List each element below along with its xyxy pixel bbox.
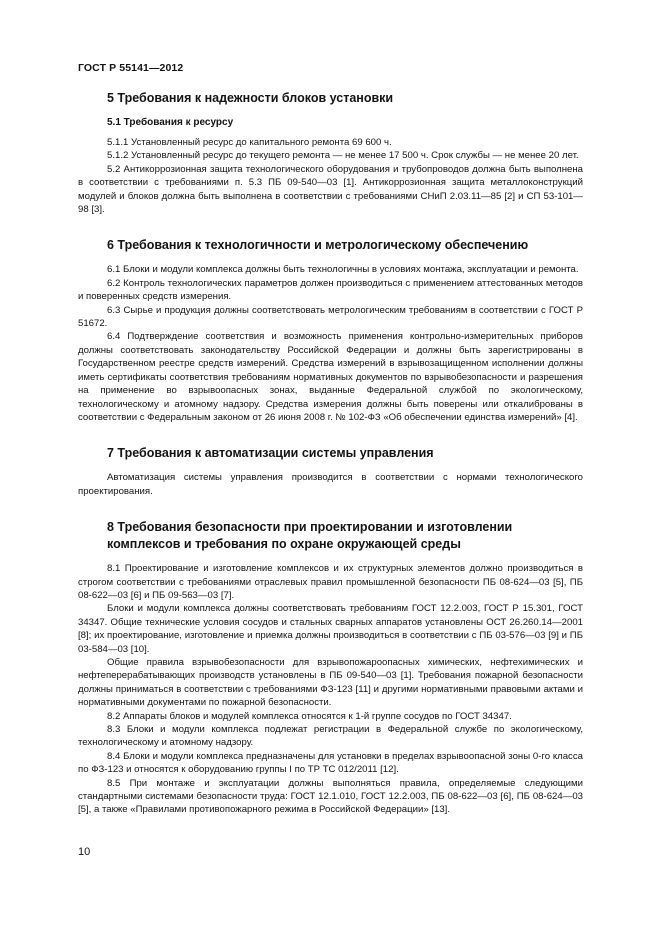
paragraph-7-1: Автоматизация системы управления производится в соответствии с нормами технологического проектирования. [78,472,583,497]
paragraph-6-1: 6.1 Блоки и модули комплекса должны быть технологичны в условиях монтажа, эксплуатации и ремонта. [107,264,579,276]
paragraph-8-2: 8.2 Аппараты блоков и модулей комплекса относятся к 1-й группе сосудов по ГОСТ 34347. [107,710,512,722]
document-id: ГОСТ Р 55141—2012 [78,62,184,74]
section-8-heading-line-1: 8 Требования безопасности при проектировании и изготовлении [107,520,513,535]
paragraph-5-2: 5.2 Антикоррозионная защита технологического оборудования и трубопроводов должна быть выполнена в соответствии с требованиями п. 5.3 ПБ 09-540—03 [1]. Антикоррозионная защита металлоконструкций модулей и блоков должна быть выполнена в соответствии с требованиями СНиП 2.03.11—85 [2] и СП 53-101—98 [3]. [78,163,583,216]
page-number: 10 [78,846,91,858]
paragraph-8-3: 8.3 Блоки и модули комплекса подлежат регистрации в Федеральной службе по экологическому, технологическому и атомному надзору. [78,724,583,749]
paragraph-6-2: 6.2 Контроль технологических параметров должен производиться с применением аттестованных методов и поверенных средств измерения. [78,277,583,303]
paragraph-8-5: 8.5 При монтаже и эксплуатации должны выполняться правила, определяемые следующими стандартными системами безопасности труда: ГОСТ 12.1.010, ГОСТ 12.2.003, ПБ 08-622—03 [6], ПБ 08-624—03 [5], а также «Правилами противопожарного режима в Российской Федерации» [13]. [78,777,583,816]
document-body [78,90,583,817]
paragraph-6-3: 6.3 Сырье и продукция должны соответствовать метрологическим требованиям в соответствии с ГОСТ Р 51672. [78,304,583,330]
section-6-heading: 6 Требования к технологичности и метрологическому обеспечению [107,238,529,253]
paragraph-8-4: 8.4 Блоки и модули комплекса предназначены для установки в пределах взрывоопасной зоны 0-го класса по ФЗ-123 и относятся к оборудованию группы I по ТР ТС 012/2011 [12]. [78,750,583,776]
section-8-heading-line-2: комплексов и требования по охране окружающей среды [107,537,461,552]
paragraph-8-1-explosion-safety: Общие правила взрывобезопасности для взрывопожароопасных химических, нефтехимических и нефтеперерабатывающих производств установлены в ПБ 09-540—03 [1]. Требования пожарной безопасности должны приниматься в соответствии с требованиями ФЗ-123 [11] и другими нормативными правовыми актами и нормативными документами по пожарной безопасности. [78,656,583,709]
paragraph-8-1: 8.1 Проектирование и изготовление комплексов и их структурных элементов должно производиться в строгом соответствии с требованиями отраслевых правил промышленной безопасности ПБ 08-624—03 [5], ПБ 08-622—03 [6] и ПБ 09-563—03 [7]. [78,563,583,601]
paragraph-5-1-2: 5.1.2 Установленный ресурс до текущего ремонта — не менее 17 500 ч. Срок службы — не менее 20 лет. [107,150,579,162]
section-7-heading: 7 Требования к автоматизации системы управления [107,446,434,461]
paragraph-6-4: 6.4 Подтверждение соответствия и возможность применения контрольно-измерительных приборов должны соответствовать законодательству Российской Федерации и должны быть зарегистрированы в Государственном реестре средств измерений. Средства измерений в взрывозащищенном исполнении должны иметь сертификаты соответствия требованиям нормативных документов по взрывобезопасности и разрешения на применение во взрывоопасных зонах, выданные Федеральной службой по экологическому, технологическому и атомному надзору. Средства измерения должны быть поверены или откалиброваны в соответствии с Федеральным законом от 26 июня 2008 г. № 102-ФЗ «Об обеспечении единства измерений» [4]. [78,331,583,423]
paragraph-5-1-1: 5.1.1 Установленный ресурс до капитального ремонта 69 600 ч. [107,137,392,148]
paragraph-8-1-continued: Блоки и модули комплекса должны соответствовать требованиям ГОСТ 12.2.003, ГОСТ Р 15.301, ГОСТ 34347. Общие технические условия сосудов и стальных сварных аппаратов установлены ОСТ 26.260.14—2001 [8]; их проектирование, изготовление и приемка должны производиться в соответствии с ПБ 03-576—03 [9] и ПБ 03-584—03 [10]. [78,603,583,655]
subsection-5-1-heading: 5.1 Требования к ресурсу [107,117,234,128]
section-5-heading: 5 Требования к надежности блоков установки [107,91,394,105]
